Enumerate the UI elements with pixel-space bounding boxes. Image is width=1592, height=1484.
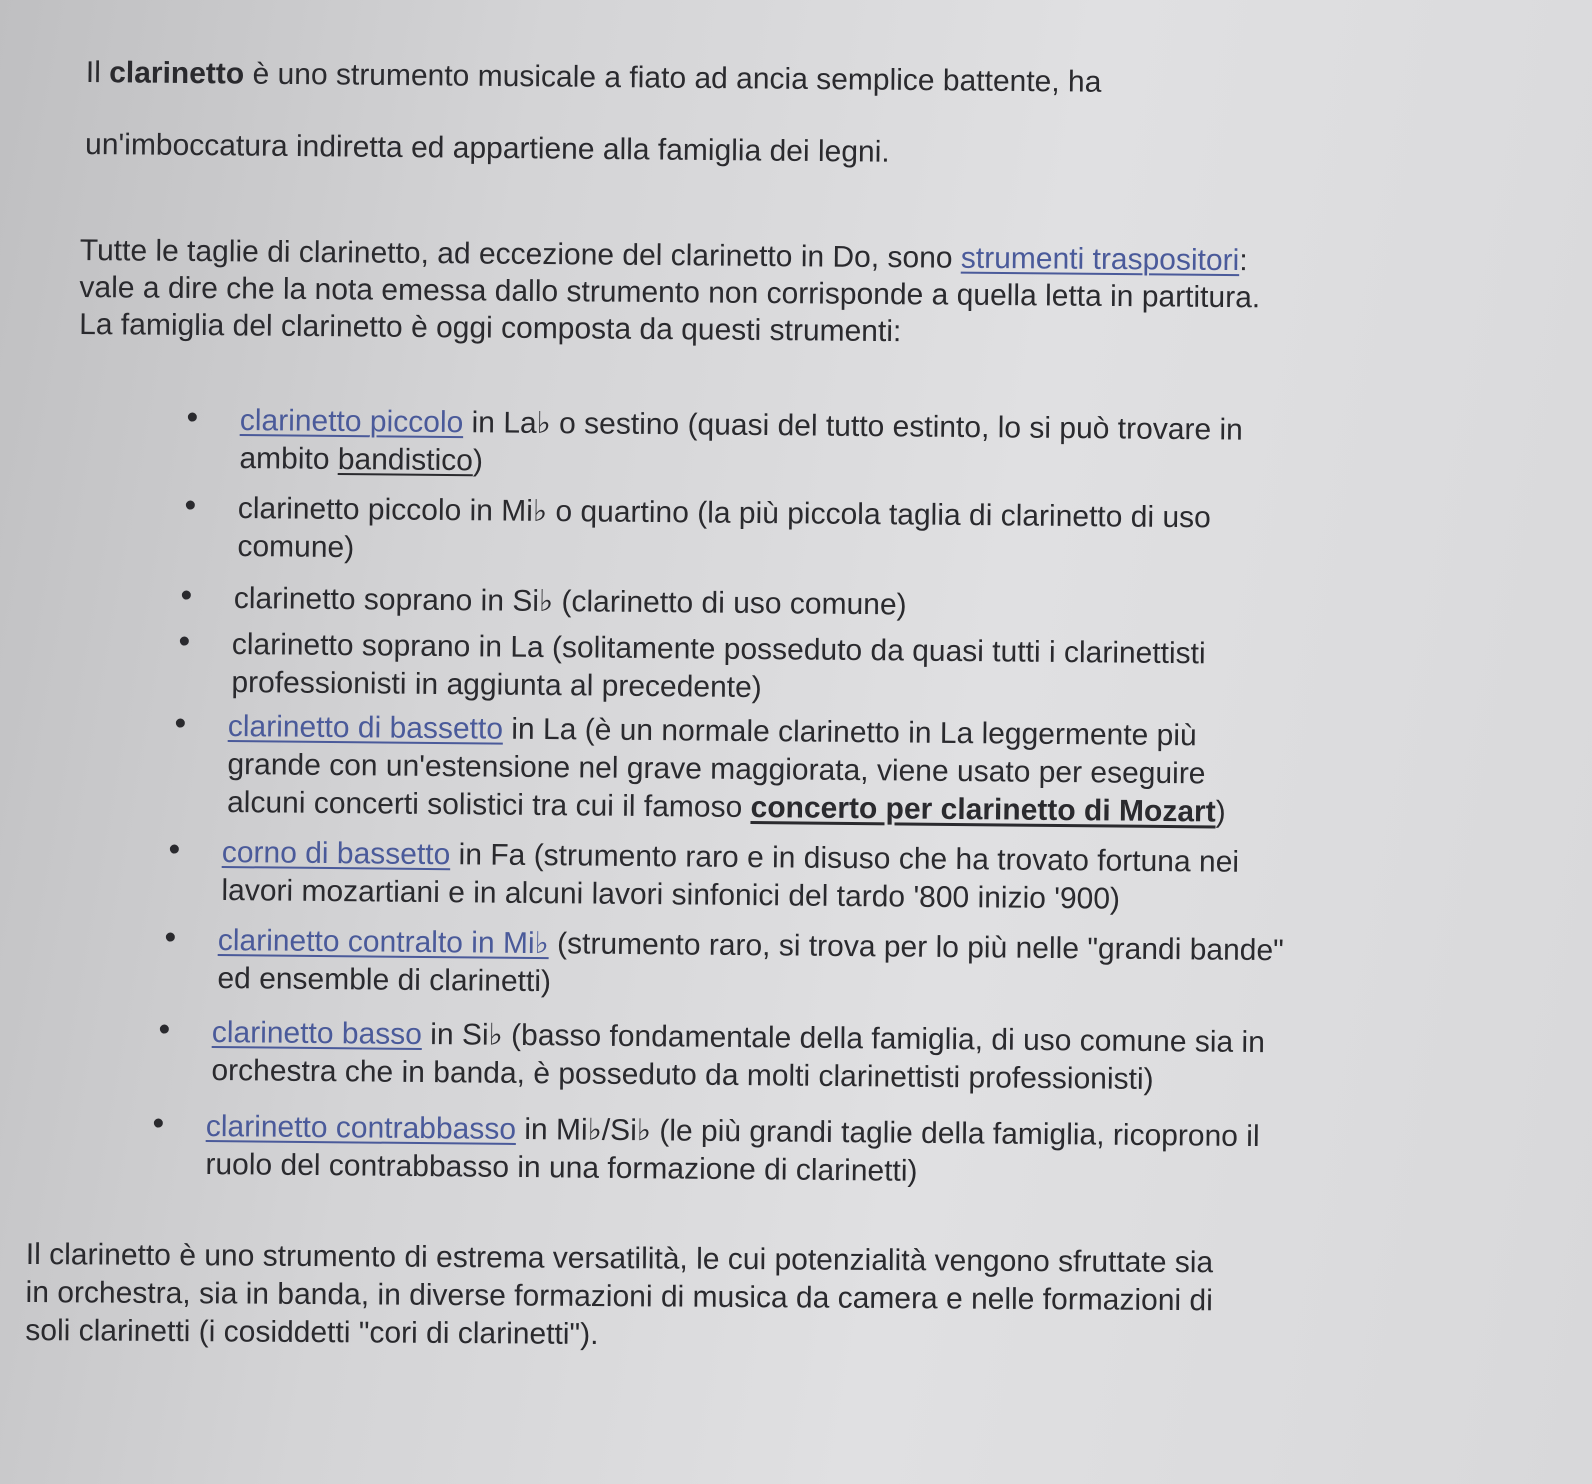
list-item: clarinetto di bassetto in La (è un normale clarinetto in La leggermente più grande con un'estensione nel grave maggiorata, viene usato per eseguire alcuni concerti solistici tra cui il famoso concerto per clarinetto di Mozart) bbox=[227, 708, 1227, 832]
intro-line1: Il clarinetto è uno strumento musicale a fiato ad ancia semplice battente, ha bbox=[85, 56, 1102, 99]
bullet-icon bbox=[154, 1119, 163, 1128]
link-concerto-mozart[interactable]: concerto per clarinetto di Mozart bbox=[750, 791, 1216, 829]
list-item: clarinetto contrabbasso in Mi♭/Si♭ (le più grandi taglie della famiglia, ricoprono il ruolo del contrabbasso in una formazione di clarinetti) bbox=[205, 1108, 1260, 1194]
bullet-icon bbox=[160, 1025, 169, 1034]
bullet-icon bbox=[180, 637, 189, 646]
list-item: corno di bassetto in Fa (strumento raro e in disuso che ha trovato fortuna nei lavori mozartiani e in alcuni lavori sinfonici del tardo '800 inizio '900) bbox=[221, 834, 1239, 920]
link-corno-di-bassetto[interactable]: corno di bassetto bbox=[221, 835, 451, 872]
list-item: clarinetto basso in Si♭ (basso fondamentale della famiglia, di uso comune sia in orchestra che in banda, è posseduto da molti clarinettisti professionisti) bbox=[211, 1014, 1265, 1100]
transpose-line2: vale a dire che la nota emessa dallo strumento non corrisponde a quella letta in partitura. bbox=[79, 270, 1261, 315]
transpose-line3: La famiglia del clarinetto è oggi composta da questi strumenti: bbox=[79, 307, 902, 349]
list-item: clarinetto soprano in La (solitamente posseduto da quasi tutti i clarinettisti professionisti in aggiunta al precedente) bbox=[231, 626, 1206, 711]
link-strumenti-traspositori[interactable]: strumenti traspositori bbox=[960, 241, 1240, 278]
list-item: clarinetto contralto in Mi♭ (strumento raro, si trova per lo più nelle "grandi bande" ed ensemble di clarinetti) bbox=[217, 922, 1284, 1008]
closing-line2: in orchestra, sia in banda, in diverse formazioni di musica da camera e nelle formazioni di bbox=[25, 1275, 1213, 1318]
bullet-icon bbox=[182, 591, 191, 600]
transpose-paragraph: Tutte le taglie di clarinetto, ad eccezione del clarinetto in Do, sono strumenti traspositori: vale a dire che la nota emessa dallo strumento non corrisponde a quella letta in partitura. La famiglia del clarinetto è oggi composta da questi strumenti: bbox=[79, 233, 1261, 349]
link-clarinetto-piccolo[interactable]: clarinetto piccolo bbox=[239, 403, 464, 440]
intro-paragraph bbox=[85, 56, 1102, 172]
closing-line1: Il clarinetto è uno strumento di estrema versatilità, le cui potenzialità vengono sfruttate sia bbox=[25, 1238, 1214, 1280]
link-clarinetto-basso[interactable]: clarinetto basso bbox=[211, 1015, 423, 1052]
closing-line3: soli clarinetti (i cosiddetti "cori di clarinetti"). bbox=[25, 1313, 599, 1351]
bullet-icon bbox=[166, 933, 175, 942]
closing-paragraph bbox=[25, 1236, 1213, 1358]
link-clarinetto-contralto[interactable]: clarinetto contralto in Mi♭ bbox=[217, 923, 549, 961]
list-item: clarinetto soprano in Si♭ (clarinetto di uso comune) bbox=[234, 580, 907, 624]
intro-bold-term: clarinetto bbox=[109, 56, 245, 91]
bullet-icon bbox=[186, 501, 195, 510]
link-clarinetto-contrabbasso[interactable]: clarinetto contrabbasso bbox=[205, 1109, 517, 1146]
link-bandistico[interactable]: bandistico bbox=[337, 442, 474, 478]
bullet-icon bbox=[176, 719, 185, 728]
bullet-icon bbox=[170, 845, 179, 854]
list-item: clarinetto piccolo in Mi♭ o quartino (la più piccola taglia di clarinetto di uso comune) bbox=[237, 490, 1211, 575]
link-clarinetto-di-bassetto[interactable]: clarinetto di bassetto bbox=[227, 709, 504, 746]
intro-line2: un'imboccatura indiretta ed appartiene alla famiglia dei legni. bbox=[84, 127, 890, 169]
list-item: clarinetto piccolo in La♭ o sestino (quasi del tutto estinto, lo si può trovare in ambito bandistico) bbox=[239, 402, 1243, 488]
bullet-icon bbox=[188, 413, 197, 422]
